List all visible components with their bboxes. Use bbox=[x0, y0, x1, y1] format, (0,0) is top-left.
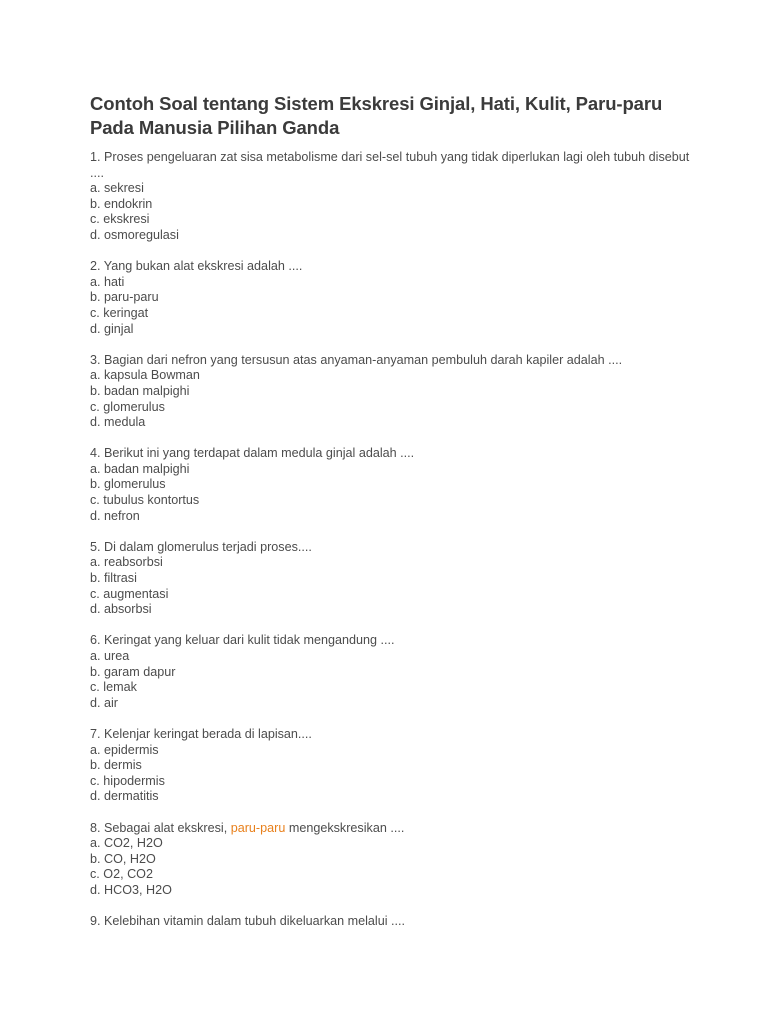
option-c: c. keringat bbox=[90, 305, 149, 320]
page-title: Contoh Soal tentang Sistem Ekskresi Ginjal, Hati, Kulit, Paru-paru Pada Manusia Pilihan Ganda bbox=[90, 93, 663, 138]
option-d: d. medula bbox=[90, 415, 146, 430]
option-b: b. endokrin bbox=[90, 196, 153, 211]
option-a: a. hati bbox=[90, 274, 125, 289]
question-stem bbox=[90, 821, 690, 837]
document-page bbox=[90, 92, 690, 945]
question-4 bbox=[90, 446, 690, 524]
question-8 bbox=[90, 821, 690, 899]
option-b: b. CO, H2O bbox=[90, 851, 156, 866]
question-6 bbox=[90, 633, 690, 711]
question-7 bbox=[90, 727, 690, 805]
option-c: c. hipodermis bbox=[90, 773, 165, 788]
option-b: b. garam dapur bbox=[90, 664, 176, 679]
option-a: a. sekresi bbox=[90, 181, 144, 196]
option-a: a. CO2, H2O bbox=[90, 836, 163, 851]
question-5 bbox=[90, 540, 690, 618]
question-stem: 9. Kelebihan vitamin dalam tubuh dikeluarkan melalui .... bbox=[90, 914, 406, 929]
stem-text-suffix: mengekskresikan .... bbox=[285, 820, 405, 835]
paru-paru-link[interactable]: paru-paru bbox=[230, 820, 286, 835]
option-c: c. lemak bbox=[90, 680, 137, 695]
option-a: a. epidermis bbox=[90, 742, 159, 757]
question-stem: 4. Berikut ini yang terdapat dalam medula ginjal adalah .... bbox=[90, 446, 415, 461]
option-c: c. augmentasi bbox=[90, 586, 169, 601]
option-d: d. HCO3, H2O bbox=[90, 882, 172, 897]
option-d: d. air bbox=[90, 695, 118, 710]
question-2 bbox=[90, 259, 690, 337]
option-b: b. glomerulus bbox=[90, 477, 166, 492]
option-c: c. ekskresi bbox=[90, 212, 150, 227]
option-a: a. kapsula Bowman bbox=[90, 368, 200, 383]
option-b: b. filtrasi bbox=[90, 571, 137, 586]
question-stem: 2. Yang bukan alat ekskresi adalah .... bbox=[90, 259, 303, 274]
option-a: a. urea bbox=[90, 649, 130, 663]
question-3 bbox=[90, 353, 690, 431]
question-1 bbox=[90, 150, 690, 244]
question-stem: 3. Bagian dari nefron yang tersusun atas anyaman-anyaman pembuluh darah kapiler adalah .... bbox=[90, 352, 623, 367]
option-d: d. osmoregulasi bbox=[90, 227, 179, 242]
question-stem: 6. Keringat yang keluar dari kulit tidak mengandung .... bbox=[90, 633, 395, 648]
question-stem: 1. Proses pengeluaran zat sisa metabolisme dari sel-sel tubuh yang tidak diperlukan lagi oleh tubuh disebut .... bbox=[90, 150, 690, 180]
option-a: a. reabsorbsi bbox=[90, 555, 163, 570]
option-c: c. glomerulus bbox=[90, 399, 165, 414]
option-c: c. O2, CO2 bbox=[90, 867, 153, 882]
stem-text: 8. Sebagai alat ekskresi, bbox=[90, 820, 231, 835]
option-d: d. absorbsi bbox=[90, 602, 152, 617]
option-a: a. badan malpighi bbox=[90, 461, 190, 476]
option-b: b. badan malpighi bbox=[90, 383, 190, 398]
option-d: d. dermatitis bbox=[90, 789, 159, 804]
option-c: c. tubulus kontortus bbox=[90, 493, 200, 508]
option-b: b. dermis bbox=[90, 758, 142, 773]
question-9 bbox=[90, 914, 690, 930]
option-b: b. paru-paru bbox=[90, 290, 159, 305]
option-d: d. nefron bbox=[90, 508, 140, 523]
option-d: d. ginjal bbox=[90, 321, 134, 336]
question-stem: 7. Kelenjar keringat berada di lapisan.... bbox=[90, 726, 312, 741]
question-stem: 5. Di dalam glomerulus terjadi proses.... bbox=[90, 539, 312, 554]
